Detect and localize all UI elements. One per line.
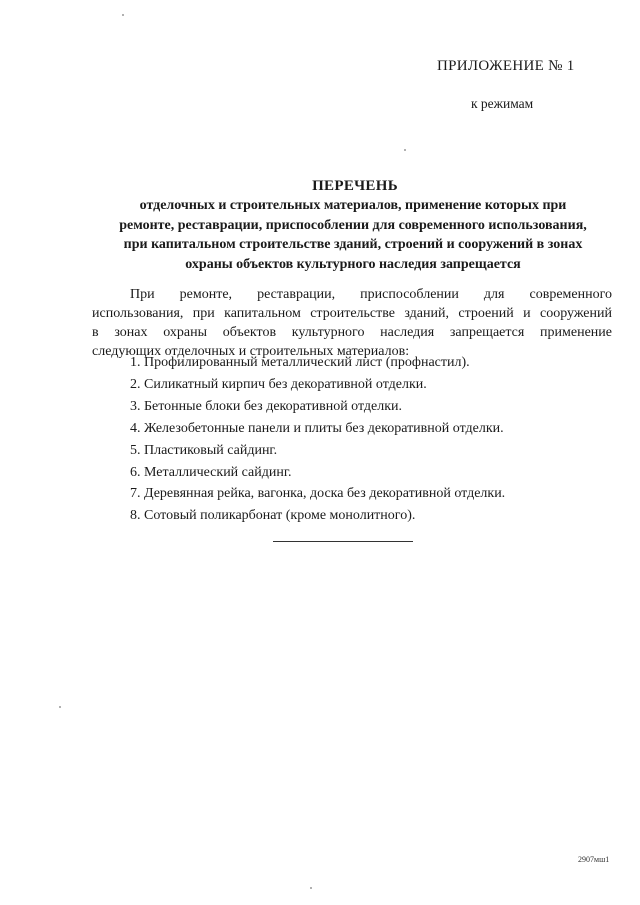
scan-speck bbox=[59, 706, 61, 708]
list-item: 7. Деревянная рейка, вагонка, доска без декоративной отделки. bbox=[130, 486, 506, 502]
list-item: 5. Пластиковый сайдинг. bbox=[130, 442, 278, 458]
intro-line: При ремонте, реставрации, приспособлении для современного bbox=[130, 287, 612, 302]
appendix-subtitle: к режимам bbox=[471, 96, 534, 111]
scan-speck bbox=[122, 14, 124, 16]
list-item: 8. Сотовый поликарбонат (кроме монолитного). bbox=[130, 508, 416, 524]
intro-line: в зонах охраны объектов культурного наследия запрещается применение bbox=[92, 325, 612, 340]
intro-paragraph bbox=[92, 285, 612, 361]
list-item: 4. Железобетонные панели и плиты без декоративной отделки. bbox=[130, 420, 504, 436]
scan-speck bbox=[310, 887, 312, 889]
footer-code: 2907мш1 bbox=[578, 855, 610, 864]
list-item: 1. Профилированный металлический лист (профнастил). bbox=[130, 355, 470, 370]
end-separator-line bbox=[273, 541, 413, 542]
list-item: 6. Металлический сайдинг. bbox=[130, 464, 292, 480]
subheading-line: отделочных и строительных материалов, применение которых при bbox=[139, 198, 567, 213]
appendix-title: ПРИЛОЖЕНИЕ № 1 bbox=[437, 58, 575, 74]
materials-list bbox=[130, 352, 505, 527]
list-item: 3. Бетонные блоки без декоративной отделки. bbox=[130, 398, 403, 414]
document-subheading bbox=[88, 196, 618, 274]
subheading-line: ремонте, реставрации, приспособлении для современного использования, bbox=[119, 217, 587, 233]
intro-line: следующих отделочных и строительных материалов: bbox=[92, 344, 410, 359]
intro-line: использования, при капитальном строительстве зданий, строений и сооружений bbox=[92, 306, 612, 321]
document-heading: ПЕРЕЧЕНЬ bbox=[312, 178, 398, 194]
list-item: 2. Силикатный кирпич без декоративной отделки. bbox=[130, 376, 427, 392]
subheading-line: охраны объектов культурного наследия запрещается bbox=[185, 256, 521, 272]
scan-speck bbox=[404, 149, 406, 151]
subheading-line: при капитальном строительстве зданий, строений и сооружений в зонах bbox=[123, 237, 583, 252]
